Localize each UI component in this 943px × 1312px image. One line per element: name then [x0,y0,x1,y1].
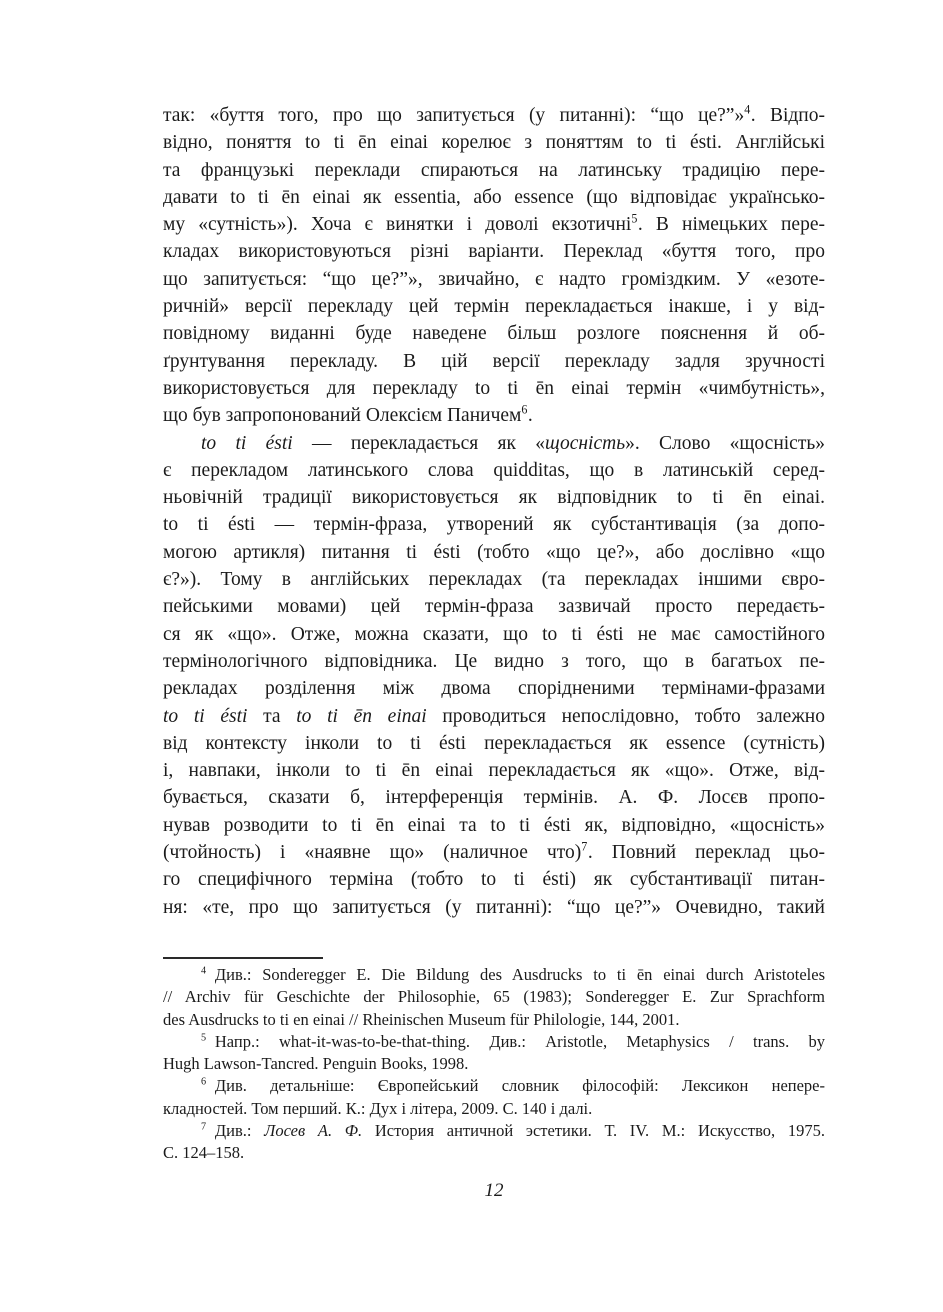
footnotes [163,964,825,1165]
text-segment: пейськими мовами) цей термін-фраза зазвичай просто передаєть- [163,596,825,618]
text-line [163,784,825,811]
text-segment: могою артикля) питання ti ésti (тобто «що це?», або дослівно «що [163,541,825,563]
text-line [163,484,825,511]
text-line [163,866,825,893]
footnote-ref: 5 [631,211,638,226]
text-segment: ричній» версії перекладу цей термін перекладається інакше, і у від- [163,296,825,318]
text-line [163,964,825,986]
footnote-ref: 6 [201,1076,207,1088]
text-segment: повідному виданні буде наведене більш розлоге пояснення й об- [163,323,825,345]
text-segment: кладностей. Том перший. К.: Дух і літера, 2009. С. 140 і далі. [163,1098,593,1118]
text-line [163,430,825,457]
text-segment: История античной эстетики. Т. IV. М.: Искусство, 1975. [362,1121,825,1141]
text-segment: . В німецьких пере- [637,214,825,236]
footnote-5 [163,1031,825,1076]
text-line [163,839,825,866]
text-line [163,812,825,839]
footnote-ref: 4 [744,102,751,117]
text-segment: є перекладом латинського слова quidditas, що в латинській серед- [163,459,825,481]
text-segment: ґрунтування перекладу. В цій версії перекладу задля зручності [163,350,825,372]
text-line [163,648,825,675]
footnote-separator [163,957,323,959]
text-line [163,986,825,1008]
text-line [163,593,825,620]
text-line [163,566,825,593]
text-segment: . Відпо- [750,105,825,126]
text-segment: ». Слово «щосність» [625,432,825,454]
text-line [163,539,825,566]
footnote-ref: 7 [201,1121,207,1133]
text-segment: проводиться непослідовно, тобто залежно [426,705,825,727]
text-line [163,402,825,429]
text-segment: // Archiv für Geschichte der Philosophie, 65 (1983); Sonderegger E. Zur Sprachform [163,987,825,1007]
text-line [163,1031,825,1053]
text-line [163,375,825,402]
text-line [163,1075,825,1097]
text-segment: Лосев А. Ф. [264,1121,363,1141]
text-segment: . Повний переклад цьо- [587,842,825,864]
footnote-7 [163,1120,825,1165]
footnote-6 [163,1075,825,1120]
text-segment: to ti ēn einai [296,705,427,727]
text-segment: to ti ésti — термін-фраза, утворений як субстантивація (за допо- [163,514,825,536]
text-line [163,184,825,211]
text-segment: щосність [545,432,626,454]
text-segment: кладах використовуються різні варіанти. Переклад «буття того, про [163,241,825,263]
text-segment: є?»). Тому в англійських перекладах (та перекладах іншими євро- [163,569,825,591]
text-segment: ся як «що». Отже, можна сказати, що to ti ésti не має самостійного [163,623,825,645]
main-text [163,102,825,921]
text-line [163,1120,825,1142]
text-line [163,320,825,347]
text-segment: що запитується: “що це?”», звичайно, є надто громіздким. У «езоте- [163,268,825,290]
text-line [163,238,825,265]
text-line [163,457,825,484]
text-line [163,266,825,293]
text-segment: Див.: Sonderegger E. Die Bildung des Ausdrucks to ti ēn einai durch Aristoteles [206,965,825,984]
text-line [163,211,825,238]
text-segment: (чтойность) і «наявне що» (наличное что) [163,842,582,864]
text-segment: му «сутність»). Хоча є винятки і доволі екзотичні [163,214,632,236]
text-line [163,511,825,538]
text-segment: рекладах розділення між двома спорідненими термінами-фразами [163,678,825,700]
text-line [163,1142,825,1164]
text-segment: des Ausdrucks to ti en einai // Rheinischen Museum für Philologie, 144, 2001. [163,1009,680,1029]
text-segment: . [527,405,533,427]
text-line [163,703,825,730]
text-segment: нував розводити to ti ēn einai та to ti ésti як, відповідно, «щосність» [163,814,825,836]
text-line [163,1009,825,1031]
text-line [163,348,825,375]
text-segment: так: «буття того, про що запитується (у питанні): “що це?”» [163,105,745,126]
text-segment: го специфічного терміна (тобто to ti ésti) як субстантивації питан- [163,869,825,891]
footnote-4 [163,964,825,1031]
footnote-ref: 6 [521,402,528,417]
text-segment: та французькі переклади спираються на латинську традицію пере- [163,159,825,181]
text-segment: відно, поняття to ti ēn einai корелює з поняттям to ti ésti. Англійські [163,132,825,154]
text-segment: — перекладається як « [292,432,546,454]
text-segment: to ti ésti [163,705,248,727]
footnote-ref: 4 [201,965,207,977]
text-segment: і, навпаки, інколи to ti ēn einai перекладається як «що». Отже, від- [163,760,825,782]
paragraph-2 [163,430,825,921]
text-segment: ньовічній традиції використовується як відповідник to ti ēn einai. [163,487,825,509]
text-line [163,129,825,156]
text-segment: давати to ti ēn einai як essentia, або essence (що відповідає українсько- [163,186,825,208]
text-segment: to ti ésti [201,432,293,454]
text-line [163,1053,825,1075]
text-segment: Див. детальніше: Європейський словник філософій: Лексикон непере- [206,1076,825,1096]
text-line [163,293,825,320]
paragraph-1 [163,102,825,430]
footnote-ref: 7 [581,839,588,854]
text-segment: Напр.: what-it-was-to-be-that-thing. Див.: Aristotle, Metaphysics / trans. by [206,1031,825,1051]
text-line [163,894,825,921]
text-line [163,102,825,129]
text-segment: бувається, сказати б, інтерференція термінів. А. Ф. Лосєв пропо- [163,787,825,809]
text-segment: Hugh Lawson-Tancred. Penguin Books, 1998. [163,1054,469,1074]
text-line [163,621,825,648]
text-segment: термінологічного відповідника. Це видно з того, що в багатьох пе- [163,650,825,672]
text-segment: що був запропонований Олексієм Паничем [163,405,522,427]
text-line [163,157,825,184]
text-line [163,730,825,757]
text-line [163,1098,825,1120]
text-segment: та [247,705,297,727]
text-segment: від контексту інколи to ti ésti перекладається як essence (сутність) [163,732,825,754]
text-segment: використовується для перекладу to ti ēn einai термін «чимбутність», [163,377,825,399]
page-number: 12 [484,1180,504,1201]
text-line [163,675,825,702]
text-line [163,757,825,784]
text-segment: Див.: [206,1121,265,1141]
text-segment: ня: «те, про що запитується (у питанні): “що це?”» Очевидно, такий [163,896,825,918]
footnote-ref: 5 [201,1032,207,1044]
text-segment: С. 124–158. [163,1143,245,1163]
